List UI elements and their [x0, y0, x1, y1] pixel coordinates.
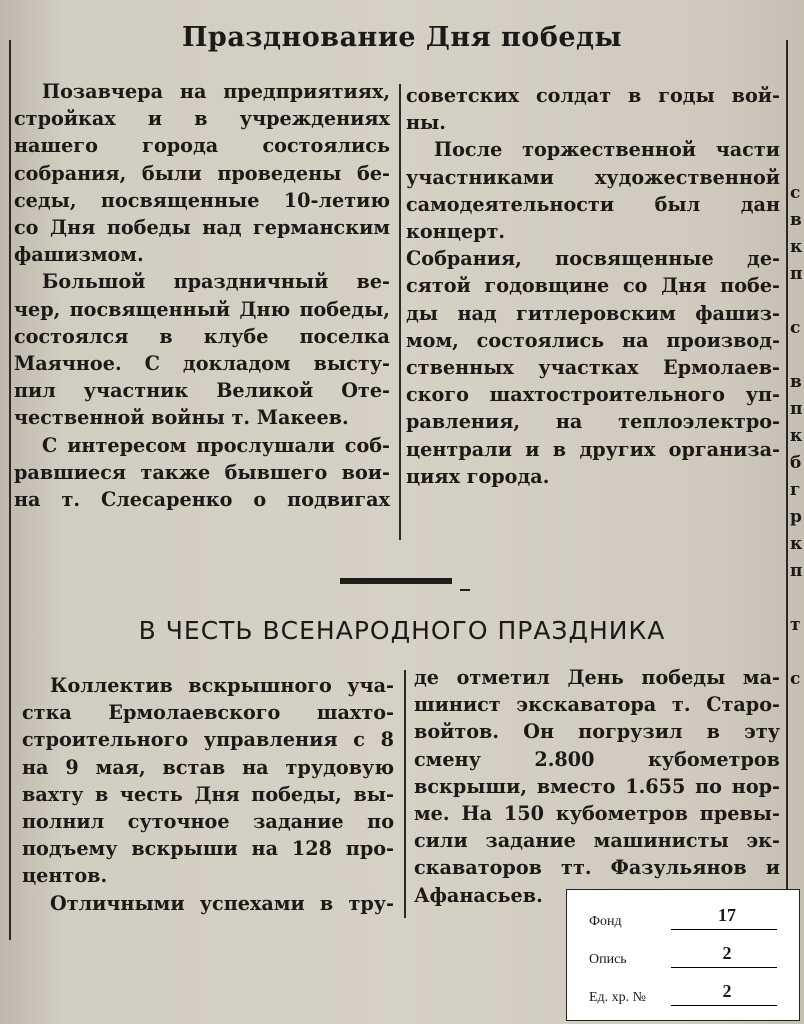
article1-left-column — [14, 78, 390, 513]
margin-letter — [790, 342, 804, 369]
adjacent-column-fragment — [790, 180, 804, 693]
text-line: Афанасьев. — [414, 883, 543, 907]
text-line: Большой праздничный ве- — [42, 270, 390, 294]
text-line: вскрыши, вместо 1.655 по нор- — [414, 774, 780, 798]
stamp-opis-underline — [671, 967, 777, 969]
margin-letter: к — [790, 237, 803, 257]
right-page-border — [786, 40, 788, 890]
text-line: шинист экскаватора т. Старо- — [414, 693, 780, 717]
text-line: смену 2.800 кубометров — [414, 747, 780, 771]
article1-right-column — [406, 82, 780, 490]
archive-stamp — [566, 889, 800, 1021]
margin-letter: с — [790, 318, 801, 338]
text-line: равления, на теплоэлектро- — [406, 410, 780, 434]
stamp-unit-underline — [671, 1005, 777, 1007]
text-line: сили задание машинисты эк- — [414, 829, 780, 853]
text-line: седы, посвященные 10-летию — [14, 188, 390, 212]
text-line: чер, посвященный Дню победы, — [14, 297, 390, 321]
text-line: концерт. — [406, 220, 506, 244]
text-line: фашизмом. — [14, 243, 144, 267]
margin-letter — [790, 639, 804, 666]
text-line: циях города. — [406, 464, 550, 488]
text-line: участниками художественной — [406, 165, 780, 189]
text-line: ского шахтостроительного уп- — [406, 383, 780, 407]
text-line: стка Ермолаевского шахто- — [22, 701, 394, 725]
article2-left-column — [22, 672, 394, 917]
text-line: собрания, были проведены бе- — [14, 161, 390, 185]
text-line: подъему вскрыши на 128 про- — [22, 837, 394, 861]
article2-title: В ЧЕСТЬ ВСЕНАРОДНОГО ПРАЗДНИКА — [138, 616, 666, 645]
text-line: стройках и в учреждениях — [14, 107, 390, 131]
text-line: со Дня победы над германским — [14, 216, 390, 240]
margin-letter: т — [790, 615, 801, 635]
text-line: на 9 мая, встав на трудовую — [22, 755, 394, 779]
text-line: состоялся в клубе поселка — [14, 324, 390, 348]
stamp-unit-label: Ед. хр. № — [589, 990, 647, 1005]
text-line: С интересом прослушали соб- — [42, 433, 390, 457]
stamp-fond-row — [567, 900, 801, 930]
separator-tail — [460, 589, 470, 591]
text-line: Маячное. С докладом высту- — [14, 352, 390, 376]
article-separator — [340, 578, 452, 584]
text-line: скаваторов тт. Фазульянов и — [414, 856, 780, 880]
text-line: равшиеся также бывшего вои- — [14, 460, 390, 484]
text-line: де отметил День победы ма- — [414, 666, 780, 689]
margin-letter — [790, 288, 804, 315]
stamp-opis-label: Опись — [589, 952, 627, 967]
text-line: нашего города состоялись — [14, 134, 390, 158]
text-line: Собрания, посвященные де- — [406, 247, 780, 271]
text-line: Коллектив вскрышного уча- — [50, 674, 394, 697]
text-line: После торжественной части — [434, 138, 780, 162]
margin-letter: п — [790, 561, 803, 581]
margin-letter: г — [790, 480, 801, 500]
text-line: ме. На 150 кубометров превы- — [414, 802, 780, 826]
text-line: Позавчера на предприятиях, — [42, 80, 390, 103]
text-line: вахту в честь Дня победы, вы- — [22, 782, 394, 806]
stamp-unit-row — [567, 976, 801, 1006]
text-line: строительного управления с 8 — [22, 728, 394, 752]
margin-letter: п — [790, 264, 803, 284]
text-line: на т. Слесаренко о подвигах — [14, 488, 390, 512]
text-line: пил участник Великой Оте- — [14, 379, 390, 403]
margin-letter: в — [790, 372, 802, 392]
text-line: ны. — [406, 111, 446, 135]
stamp-fond-value: 17 — [718, 905, 736, 925]
margin-letter: с — [790, 183, 801, 203]
stamp-fond-underline — [671, 929, 777, 931]
text-line: самодеятельности был дан — [406, 192, 780, 216]
margin-letter: п — [790, 399, 803, 419]
text-line: Отличными успехами в тру- — [50, 891, 394, 915]
margin-letter: с — [790, 669, 801, 689]
text-line: мом, состоялись на производ- — [406, 328, 780, 352]
article1-title: Празднование Дня победы — [181, 22, 623, 53]
margin-letter: к — [790, 426, 803, 446]
margin-letter: к — [790, 534, 803, 554]
left-page-border — [9, 40, 11, 940]
stamp-unit-value: 2 — [722, 981, 732, 1001]
text-line: центов. — [22, 864, 108, 888]
text-line: полнил суточное задание по — [22, 810, 394, 834]
stamp-fond-label: Фонд — [589, 914, 622, 929]
text-line: войтов. Он погрузил в эту — [414, 720, 780, 744]
stamp-opis-value: 2 — [722, 943, 732, 963]
text-line: централи и в других организа- — [406, 437, 780, 461]
text-line: советских солдат в годы вой- — [406, 84, 780, 107]
margin-letter: в — [790, 210, 802, 230]
article1-column-divider — [399, 84, 401, 540]
text-line: ды над гитлеровским фашиз- — [406, 301, 780, 325]
margin-letter — [790, 585, 804, 612]
article2-column-divider — [404, 670, 406, 918]
margin-letter: р — [790, 507, 802, 527]
text-line: сятой годовщине со Дня побе- — [406, 274, 780, 298]
text-line: чественной войны т. Макеев. — [14, 406, 349, 430]
margin-letter: б — [790, 453, 802, 473]
text-line: ственных участках Ермолаев- — [406, 356, 780, 380]
stamp-opis-row — [567, 938, 801, 968]
article2-right-column — [414, 664, 780, 909]
